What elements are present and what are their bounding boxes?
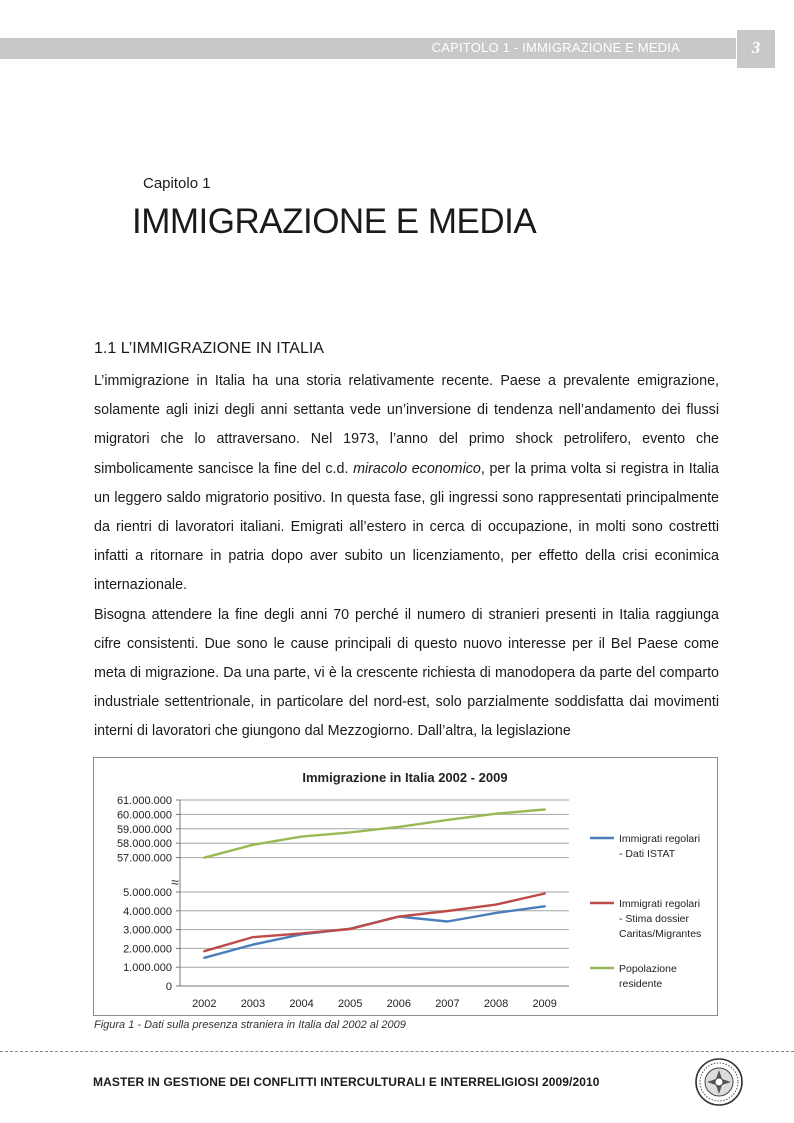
series-line-1	[204, 906, 544, 958]
page-number-tab	[737, 30, 775, 68]
x-tick-label: 2006	[386, 998, 412, 1010]
chart-title: Immigrazione in Italia 2002 - 2009	[302, 770, 508, 785]
x-tick-label: 2005	[337, 998, 363, 1010]
y-tick-label: 2.000.000	[123, 943, 172, 956]
y-tick-label: 60.000.000	[116, 809, 172, 822]
paragraph-1	[94, 367, 719, 601]
footer-text: MASTER IN GESTIONE DEI CONFLITTI INTERCULTURALI E INTERRELIGIOSI 2009/2010	[93, 1075, 600, 1089]
y-tick-label: 4.000.000	[123, 905, 172, 918]
y-tick-label: 61.000.000	[116, 795, 172, 807]
x-tick-label: 2004	[289, 998, 314, 1010]
footer-divider	[0, 1051, 794, 1052]
series-line-3	[204, 810, 544, 858]
figure-chart	[93, 757, 718, 1016]
legend-label: Immigrati regolari	[619, 898, 701, 910]
university-seal-icon	[694, 1057, 744, 1107]
axis-break-symbol: ≈	[171, 874, 179, 890]
x-tick-label: 2007	[435, 998, 460, 1010]
chapter-title: IMMIGRAZIONE E MEDIA	[132, 202, 537, 241]
page-number: 3	[751, 38, 761, 57]
chapter-label: Capitolo 1	[143, 175, 211, 192]
x-tick-label: 2002	[192, 998, 217, 1010]
legend-label: - Dati ISTAT	[619, 848, 676, 860]
paragraph-1-part-1: L’immigrazione in Italia ha una storia relativamente recente. Paese a prevalente emigrazione, solamente agli inizi degli anni settanta vede un’inversione di tendenza nell’andamento dei flussi migratori che lo attraversano. Nel 1973, l’anno del primo shock petrolifero, evento che simbolicamente sancisce la fine del c.d.	[94, 373, 719, 477]
paragraph-1-emphasis: miracolo economico	[353, 460, 481, 477]
running-header-title: CAPITOLO 1 - IMMIGRAZIONE E MEDIA	[431, 40, 680, 55]
chart-svg	[94, 758, 717, 1015]
series-line-2	[204, 894, 544, 952]
paragraph-2: Bisogna attendere la fine degli anni 70 perché il numero di stranieri presenti in Italia raggiunga cifre consistenti. Due sono le cause principali di questo nuovo interesse per il Bel Paese come meta di migrazione. Da una parte, vi è la crescente richiesta di manodopera da parte del comparto industriale settentrionale, in particolare del nord-est, solo parzialmente soddisfatta dai movimenti interni di lavoratori che giungono dal Mezzogiorno. Dall’altra, la legislazione	[94, 606, 719, 740]
paragraph-1-part-2: , per la prima volta si registra in Italia un leggero saldo migratorio positivo. In questa fase, gli ingressi sono rappresentati principalmente da rientri di lavoratori italiani. Emigrati all’estero in cerca di occupazione, in molti sono costretti infatti a ritornare in patria dopo aver subito un licenziamento, per effetto della crisi econimica internazionale.	[94, 460, 719, 594]
y-tick-label: 0	[165, 981, 172, 993]
legend-label: Caritas/Migrantes	[619, 928, 702, 940]
y-tick-label: 58.000.000	[116, 838, 172, 851]
y-tick-label: 3.000.000	[123, 924, 172, 937]
x-tick-label: 2008	[483, 998, 509, 1010]
legend-label: residente	[619, 978, 663, 990]
legend-label: Popolazione	[619, 963, 677, 975]
y-tick-label: 5.000.000	[123, 887, 172, 899]
y-tick-label: 57.000.000	[116, 852, 172, 865]
y-tick-label: 59.000.000	[116, 823, 172, 836]
x-tick-label: 2009	[532, 998, 557, 1010]
legend-label: - Stima dossier	[619, 913, 690, 925]
body-text	[94, 367, 719, 747]
figure-caption: Figura 1 - Dati sulla presenza straniera in Italia dal 2002 al 2009	[94, 1019, 406, 1031]
section-title: 1.1 L’IMMIGRAZIONE IN ITALIA	[94, 340, 324, 357]
y-tick-label: 1.000.000	[123, 962, 172, 975]
x-tick-label: 2003	[240, 998, 266, 1010]
legend-label: Immigrati regolari	[619, 833, 701, 845]
